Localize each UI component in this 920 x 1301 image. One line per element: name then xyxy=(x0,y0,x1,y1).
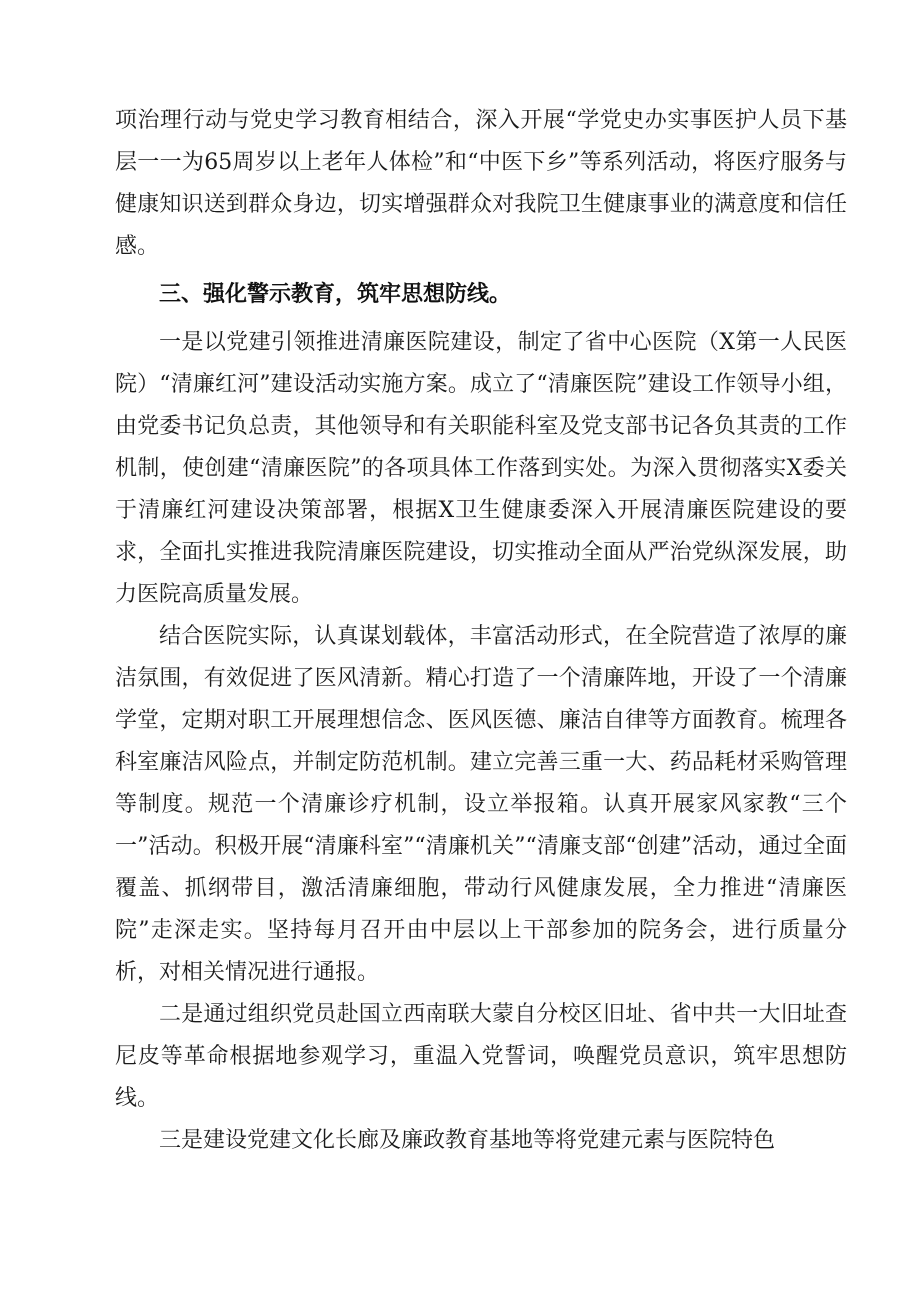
paragraph-continuation: 项治理行动与党史学习教育相结合，深入开展“学党史办实事医护人员下基层一一为65周岁以上老年人体检”和“中医下乡”等系列活动，将医疗服务与健康知识送到群众身边，切实增强群众对我院卫生健康事业的满意度和信任感。 xyxy=(115,108,847,259)
paragraph-activities: 结合医院实际，认真谋划载体，丰富活动形式，在全院营造了浓厚的廉洁氛围，有效促进了医风清新。精心打造了一个清廉阵地，开设了一个清廉学堂，定期对职工开展理想信念、医风医德、廉洁自律等方面教育。梳理各科室廉洁风险点，并制定防范机制。建立完善三重一大、药品耗材采购管理等制度。规范一个清廉诊疗机制，设立举报箱。认真开展家风家教“三个一”活动。积极开展“清廉科室”“清廉机关”“清廉支部“创建”活动，通过全面覆盖、抓纲带目，激活清廉细胞，带动行风健康发展，全力推进“清廉医院”走深走实。坚持每月召开由中层以上干部参加的院务会，进行质量分析，对相关情况进行通报。 xyxy=(115,624,847,985)
paragraph-second-point: 二是通过组织党员赴国立西南联大蒙自分校区旧址、省中共一大旧址查尼皮等革命根据地参观学习，重温入党誓词，唤醒党员意识，筑牢思想防线。 xyxy=(115,1002,847,1111)
section-heading-three: 三、强化警示教育，筑牢思想防线。 xyxy=(159,282,512,307)
paragraph-third-point: 三是建设党建文化长廊及廉政教育基地等将党建元素与医院特色 xyxy=(159,1128,776,1153)
document-body xyxy=(115,100,847,1162)
paragraph-first-point: 一是以党建引领推进清廉医院建设，制定了省中心医院（X第一人民医院）“清廉红河”建设活动实施方案。成立了“清廉医院”建设工作领导小组，由党委书记负总责，其他领导和有关职能科室及党支部书记各负其责的工作机制，使创建“清廉医院”的各项具体工作落到实处。为深入贯彻落实X委关于清廉红河建设决策部署，根据X卫生健康委深入开展清廉医院建设的要求，全面扎实推进我院清廉医院建设，切实推动全面从严治党纵深发展，助力医院高质量发展。 xyxy=(115,330,847,607)
